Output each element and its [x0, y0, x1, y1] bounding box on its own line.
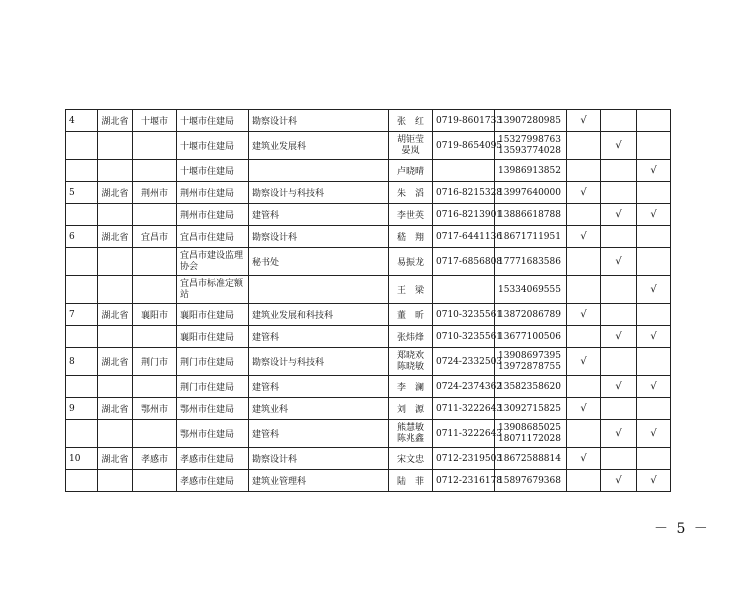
department-cell: 勘察设计科	[249, 226, 389, 248]
contact-name-cell: 易振龙	[389, 248, 433, 276]
checkmark-icon: √	[580, 356, 587, 367]
department-cell: 建管科	[249, 420, 389, 448]
province-cell	[98, 204, 133, 226]
phone-cell: 0724-2374362	[433, 376, 495, 398]
check-cell	[601, 110, 637, 132]
page-number: － 5 －	[654, 521, 710, 537]
checkmark-icon: √	[615, 209, 622, 220]
check-cell	[601, 348, 637, 376]
contact-name-cell: 刘 源	[389, 398, 433, 420]
check-cell	[567, 276, 601, 304]
contact-name-cell: 张炜烽	[389, 326, 433, 348]
mobile-cell: 15334069555	[495, 276, 567, 304]
phone-cell	[433, 276, 495, 304]
phone-cell: 0716-8213901	[433, 204, 495, 226]
province-cell	[98, 248, 133, 276]
check-cell	[637, 420, 671, 448]
check-cell	[601, 398, 637, 420]
table-row	[66, 110, 671, 132]
contact-name-cell: 朱 滔	[389, 182, 433, 204]
department-cell: 建管科	[249, 204, 389, 226]
contact-name-cell: 胡钜莹 晏岚	[389, 132, 433, 160]
department-cell: 勘察设计与科技科	[249, 348, 389, 376]
unit-cell: 十堰市住建局	[177, 110, 249, 132]
unit-cell: 宜昌市建设监理 协会	[177, 248, 249, 276]
city-cell	[133, 160, 177, 182]
city-cell	[133, 470, 177, 492]
unit-cell: 荆州市住建局	[177, 204, 249, 226]
contact-name-cell: 李世英	[389, 204, 433, 226]
check-cell	[637, 110, 671, 132]
phone-cell: 0711-3222643	[433, 420, 495, 448]
check-cell	[637, 326, 671, 348]
mobile-cell: 18672588814	[495, 448, 567, 470]
check-cell	[567, 204, 601, 226]
table-row	[66, 276, 671, 304]
check-cell	[637, 182, 671, 204]
check-cell	[567, 248, 601, 276]
mobile-cell: 18671711951	[495, 226, 567, 248]
city-cell	[133, 376, 177, 398]
check-cell	[637, 226, 671, 248]
check-cell	[601, 376, 637, 398]
unit-cell: 宜昌市住建局	[177, 226, 249, 248]
phone-cell	[433, 160, 495, 182]
phone-cell: 0712-2319503	[433, 448, 495, 470]
phone-cell: 0719-8654095	[433, 132, 495, 160]
city-cell	[133, 132, 177, 160]
check-cell	[637, 348, 671, 376]
department-cell: 建管科	[249, 326, 389, 348]
check-cell	[637, 376, 671, 398]
phone-cell: 0716-8215328	[433, 182, 495, 204]
unit-cell: 荆州市住建局	[177, 182, 249, 204]
check-cell	[601, 132, 637, 160]
checkmark-icon: √	[615, 140, 622, 151]
table-row	[66, 132, 671, 160]
province-cell: 湖北省	[98, 226, 133, 248]
city-cell	[133, 276, 177, 304]
check-cell	[601, 420, 637, 448]
mobile-cell: 13677100506	[495, 326, 567, 348]
mobile-cell: 13582358620	[495, 376, 567, 398]
check-cell	[601, 326, 637, 348]
department-cell	[249, 160, 389, 182]
check-cell	[567, 448, 601, 470]
check-cell	[601, 448, 637, 470]
city-cell: 宜昌市	[133, 226, 177, 248]
check-cell	[601, 204, 637, 226]
department-cell: 建筑业科	[249, 398, 389, 420]
department-cell: 建筑业发展科	[249, 132, 389, 160]
province-cell	[98, 376, 133, 398]
city-cell	[133, 204, 177, 226]
checkmark-icon: √	[650, 381, 657, 392]
phone-cell: 0712-2316178	[433, 470, 495, 492]
table-row	[66, 248, 671, 276]
contact-name-cell: 熊慧敏 陈兆鑫	[389, 420, 433, 448]
checkmark-icon: √	[580, 453, 587, 464]
row-number-cell	[66, 420, 98, 448]
province-cell: 湖北省	[98, 110, 133, 132]
row-number-cell	[66, 248, 98, 276]
check-cell	[567, 398, 601, 420]
phone-cell: 0717-6441136	[433, 226, 495, 248]
mobile-cell: 15897679368	[495, 470, 567, 492]
city-cell	[133, 248, 177, 276]
table-row	[66, 304, 671, 326]
row-number-cell: 7	[66, 304, 98, 326]
table-row	[66, 204, 671, 226]
unit-cell: 鄂州市住建局	[177, 420, 249, 448]
check-cell	[637, 276, 671, 304]
city-cell: 十堰市	[133, 110, 177, 132]
check-cell	[567, 182, 601, 204]
check-cell	[567, 326, 601, 348]
table-row	[66, 326, 671, 348]
mobile-cell: 13886618788	[495, 204, 567, 226]
table-row	[66, 226, 671, 248]
contact-name-cell: 陆 菲	[389, 470, 433, 492]
row-number-cell	[66, 204, 98, 226]
check-cell	[567, 470, 601, 492]
row-number-cell: 4	[66, 110, 98, 132]
row-number-cell: 10	[66, 448, 98, 470]
check-cell	[637, 132, 671, 160]
mobile-cell: 13872086789	[495, 304, 567, 326]
check-cell	[637, 204, 671, 226]
province-cell	[98, 160, 133, 182]
table-row	[66, 160, 671, 182]
unit-cell: 鄂州市住建局	[177, 398, 249, 420]
check-cell	[567, 348, 601, 376]
row-number-cell: 8	[66, 348, 98, 376]
province-cell	[98, 470, 133, 492]
department-cell: 建筑业管理科	[249, 470, 389, 492]
table-row	[66, 182, 671, 204]
check-cell	[637, 470, 671, 492]
contact-name-cell: 李 澜	[389, 376, 433, 398]
row-number-cell	[66, 276, 98, 304]
unit-cell: 十堰市住建局	[177, 132, 249, 160]
table-row	[66, 420, 671, 448]
row-number-cell	[66, 132, 98, 160]
contact-name-cell: 卢晓晴	[389, 160, 433, 182]
checkmark-icon: √	[650, 331, 657, 342]
check-cell	[567, 132, 601, 160]
check-cell	[601, 226, 637, 248]
department-cell: 建筑业发展和科技科	[249, 304, 389, 326]
check-cell	[601, 160, 637, 182]
mobile-cell: 15327998763 13593774028	[495, 132, 567, 160]
mobile-cell: 13908685025 18071172028	[495, 420, 567, 448]
mobile-cell: 17771683586	[495, 248, 567, 276]
province-cell	[98, 420, 133, 448]
contact-table	[65, 109, 671, 492]
row-number-cell: 9	[66, 398, 98, 420]
department-cell: 勘察设计科	[249, 448, 389, 470]
phone-cell: 0717-6856808	[433, 248, 495, 276]
phone-cell: 0719-8601733	[433, 110, 495, 132]
department-cell	[249, 276, 389, 304]
phone-cell: 0724-2332503	[433, 348, 495, 376]
checkmark-icon: √	[650, 165, 657, 176]
checkmark-icon: √	[580, 187, 587, 198]
check-cell	[567, 304, 601, 326]
contact-name-cell: 嵇 翔	[389, 226, 433, 248]
table-row	[66, 470, 671, 492]
checkmark-icon: √	[615, 428, 622, 439]
check-cell	[637, 304, 671, 326]
check-cell	[637, 448, 671, 470]
table-row	[66, 398, 671, 420]
city-cell: 荆州市	[133, 182, 177, 204]
checkmark-icon: √	[650, 209, 657, 220]
check-cell	[601, 470, 637, 492]
checkmark-icon: √	[615, 381, 622, 392]
mobile-cell: 13907280985	[495, 110, 567, 132]
unit-cell: 襄阳市住建局	[177, 304, 249, 326]
province-cell: 湖北省	[98, 398, 133, 420]
city-cell	[133, 420, 177, 448]
check-cell	[637, 160, 671, 182]
province-cell: 湖北省	[98, 448, 133, 470]
row-number-cell	[66, 326, 98, 348]
unit-cell: 十堰市住建局	[177, 160, 249, 182]
table-row	[66, 348, 671, 376]
check-cell	[601, 248, 637, 276]
contact-name-cell: 张 红	[389, 110, 433, 132]
row-number-cell	[66, 160, 98, 182]
unit-cell: 孝感市住建局	[177, 470, 249, 492]
unit-cell: 宜昌市标准定额 站	[177, 276, 249, 304]
city-cell	[133, 326, 177, 348]
checkmark-icon: √	[580, 309, 587, 320]
row-number-cell	[66, 376, 98, 398]
check-cell	[637, 398, 671, 420]
unit-cell: 荆门市住建局	[177, 376, 249, 398]
checkmark-icon: √	[615, 475, 622, 486]
check-cell	[567, 160, 601, 182]
province-cell	[98, 326, 133, 348]
phone-cell: 0710-3235561	[433, 326, 495, 348]
row-number-cell: 6	[66, 226, 98, 248]
unit-cell: 孝感市住建局	[177, 448, 249, 470]
mobile-cell: 13908697395 13972878755	[495, 348, 567, 376]
department-cell: 勘察设计与科技科	[249, 182, 389, 204]
province-cell	[98, 276, 133, 304]
department-cell: 建管科	[249, 376, 389, 398]
checkmark-icon: √	[650, 284, 657, 295]
checkmark-icon: √	[650, 428, 657, 439]
contact-name-cell: 郑晓欢 陈晓敏	[389, 348, 433, 376]
city-cell: 鄂州市	[133, 398, 177, 420]
check-cell	[601, 276, 637, 304]
row-number-cell	[66, 470, 98, 492]
check-cell	[567, 420, 601, 448]
province-cell	[98, 132, 133, 160]
checkmark-icon: √	[580, 231, 587, 242]
phone-cell: 0711-3222643	[433, 398, 495, 420]
city-cell: 孝感市	[133, 448, 177, 470]
department-cell: 秘书处	[249, 248, 389, 276]
checkmark-icon: √	[615, 256, 622, 267]
table-row	[66, 448, 671, 470]
province-cell: 湖北省	[98, 348, 133, 376]
check-cell	[637, 248, 671, 276]
unit-cell: 荆门市住建局	[177, 348, 249, 376]
province-cell: 湖北省	[98, 182, 133, 204]
city-cell: 荆门市	[133, 348, 177, 376]
checkmark-icon: √	[580, 115, 587, 126]
check-cell	[601, 304, 637, 326]
province-cell: 湖北省	[98, 304, 133, 326]
contact-name-cell: 董 昕	[389, 304, 433, 326]
checkmark-icon: √	[650, 475, 657, 486]
contact-name-cell: 王 梁	[389, 276, 433, 304]
city-cell: 襄阳市	[133, 304, 177, 326]
unit-cell: 襄阳市住建局	[177, 326, 249, 348]
table-row	[66, 376, 671, 398]
check-cell	[601, 182, 637, 204]
department-cell: 勘察设计科	[249, 110, 389, 132]
mobile-cell: 13092715825	[495, 398, 567, 420]
checkmark-icon: √	[580, 403, 587, 414]
check-cell	[567, 110, 601, 132]
check-cell	[567, 376, 601, 398]
mobile-cell: 13986913852	[495, 160, 567, 182]
checkmark-icon: √	[615, 331, 622, 342]
check-cell	[567, 226, 601, 248]
contact-name-cell: 宋文忠	[389, 448, 433, 470]
mobile-cell: 13997640000	[495, 182, 567, 204]
phone-cell: 0710-3235561	[433, 304, 495, 326]
row-number-cell: 5	[66, 182, 98, 204]
